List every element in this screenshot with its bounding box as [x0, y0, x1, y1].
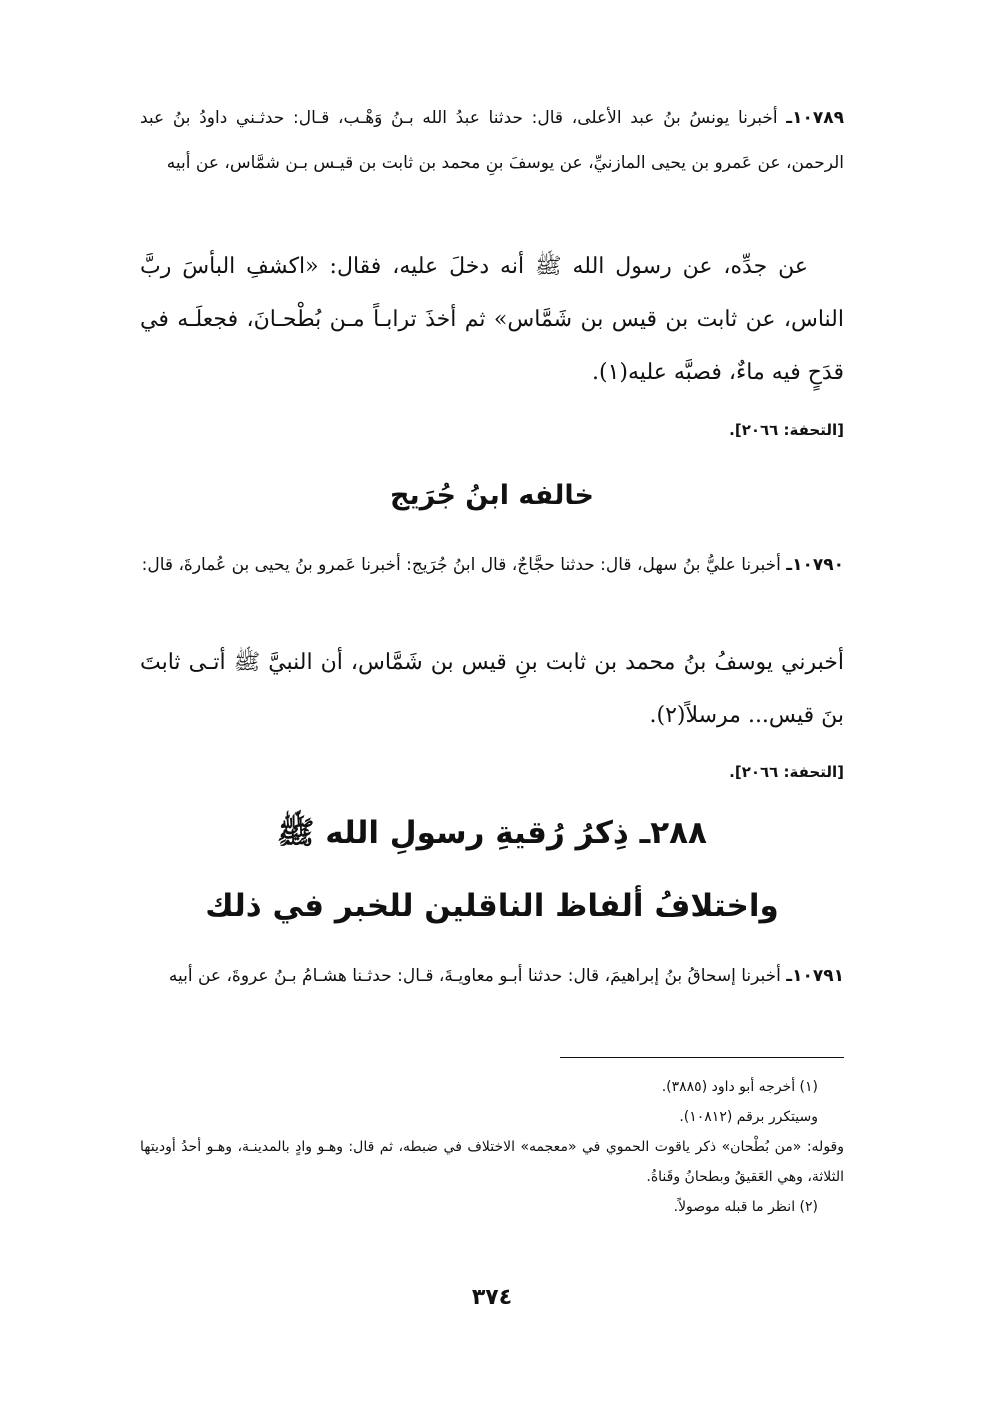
hadith-number: ١٠٧٩٠ـ [786, 555, 844, 575]
page-number: ٣٧٤ [471, 1285, 513, 1310]
footnotes [140, 1072, 844, 1222]
tuhfa-reference: [التحفة: ٢٠٦٦]. [729, 421, 844, 439]
footnote-2: (٢) انظر ما قبله موصولاً. [673, 1199, 818, 1215]
isnad-text: أخبرنا عليُّ بنُ سهل، قال: حدثنا حجَّاجٌ، قال ابنُ جُرَيج: أخبرنا عَمرو بنُ يحيى بن عُمارةَ، قال: [141, 555, 787, 575]
hadith-10791-isnad [140, 954, 844, 999]
footnote-1: (١) أخرجه أبو داود (٣٨٨٥). [661, 1079, 818, 1095]
tuhfa-reference: [التحفة: ٢٠٦٦]. [729, 763, 844, 781]
hadith-10790-isnad [140, 543, 844, 588]
isnad-text: أخبرنا إسحاقُ بنُ إبراهيمَ، قال: حدثنا أبـو معاويـةَ، قـال: حدثـنا هشـامُ بـنُ عروةَ، عن أبيه [168, 966, 787, 986]
hadith-10789-matn: عن جدِّه، عن رسول الله ﷺ أنه دخلَ عليه، فقال: «اكشفِ البأسَ ربَّ الناس، عن ثابت بن قيس بن شَمَّاس» ثم أخذَ ترابـاً مـن بُطْحـانَ، فجعلَـه في قدَحٍ فيه ماءٌ، فصبَّه عليه(١). [140, 254, 844, 385]
chapter-title: ٢٨٨ـ ذِكرُ رُقيةِ رسولِ الله ﷺ [277, 815, 707, 851]
hadith-10789-isnad [140, 96, 844, 186]
hadith-number: ١٠٧٩١ـ [786, 966, 844, 986]
footnote-1-note: وقوله: «من بُطْحان» ذكر ياقوت الحموي في «معجمه» الاختلاف في ضبطه، ثم قال: وهـو وادٍ بالمدينـة، وهـو أحدُ أوديتها الثلاثة، وهي العَقيقُ وبطحانُ وقَناةُ. [140, 1139, 844, 1185]
section-heading: خالفه ابنُ جُرَيج [390, 480, 594, 511]
footnote-divider [560, 1057, 844, 1058]
footnote-1-cont: وسيتكرر برقم (١٠٨١٢). [679, 1109, 818, 1125]
isnad-text: أخبرنا يونسُ بنُ عبد الأعلى، قال: حدثنا عبدُ الله بـنُ وَهْـب، قـال: حدثـني داودُ بنُ عبد الرحمن، عن عَمرو بن يحيى المازنيِّ، عن يوسفَ بنِ محمد بن ثابت بن قيـس بـن شمَّاس، عن أبيه [140, 108, 844, 173]
hadith-number: ١٠٧٨٩ـ [786, 108, 844, 128]
chapter-subtitle: واختلافُ ألفاظ الناقلين للخبر في ذلك [205, 888, 779, 924]
hadith-10790-matn: أخبرني يوسفُ بنُ محمد بن ثابت بنِ قيس بن شَمَّاس، أن النبيَّ ﷺ أتـى ثابتَ بنَ قيس... مرسلاً(٢). [140, 650, 844, 728]
